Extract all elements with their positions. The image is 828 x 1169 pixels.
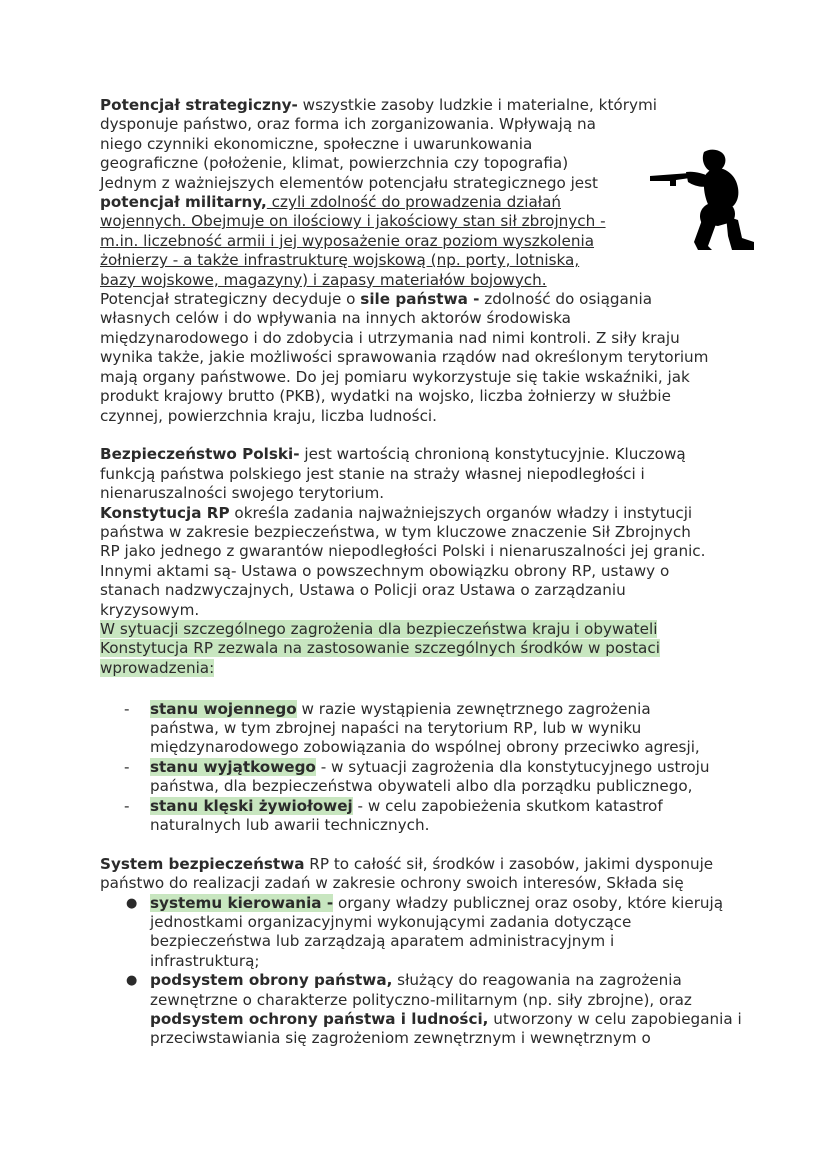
text-line: jednostkami organizacyjnymi wykonującymi zadania dotyczące bbox=[150, 913, 632, 932]
text-line: własnych celów i do wpływania na innych aktorów środowiska bbox=[100, 309, 571, 328]
paragraph-potencjal-strategiczny bbox=[100, 96, 735, 290]
text-line: zdolność do osiągania bbox=[479, 290, 653, 309]
underlined-text: żołnierzy - a także infrastrukturę wojskową (np. porty, lotniska, bbox=[100, 251, 580, 270]
text-line: państwo do realizacji zadań w zakresie ochrony swoich interesów, Składa się bbox=[100, 874, 684, 893]
highlighted-paragraph bbox=[100, 620, 735, 678]
highlighted-text: W sytuacji szczególnego zagrożenia dla bezpieczeństwa kraju i obywateli bbox=[100, 619, 658, 638]
text-line: w razie wystąpienia zewnętrznego zagrożenia bbox=[296, 699, 651, 718]
text-line: państwa, dla bezpieczeństwa obywateli albo dla porządku publicznego, bbox=[150, 777, 693, 796]
text-line: określa zadania najważniejszych organów władzy i instytucji bbox=[229, 503, 693, 522]
text-line: organy władzy publicznej oraz osoby, które kierują bbox=[333, 893, 724, 912]
term-stan-wojenny: stanu wojennego bbox=[150, 699, 297, 718]
text-line: państwa w zakresie bezpieczeństwa, w tym kluczowe znaczenie Sił Zbrojnych bbox=[100, 522, 691, 541]
text-line: geograficzne (położenie, klimat, powierzchnia czy topografia) bbox=[100, 154, 569, 173]
underlined-text: m.in. liczebność armii i jej wyposażenie oraz poziom wyszkolenia bbox=[100, 231, 595, 250]
term-potencjal-strategiczny: Potencjał strategiczny- bbox=[100, 96, 298, 114]
spacer bbox=[100, 678, 735, 697]
text-line: zewnętrzne o charakterze polityczno-militarnym (np. siły zbrojne), oraz bbox=[150, 990, 692, 1009]
text-line: infrastrukturą; bbox=[150, 951, 260, 970]
term-konstytucja-rp: Konstytucja RP bbox=[100, 503, 230, 522]
text-line: jest wartością chronioną konstytucyjnie. Kluczową bbox=[299, 445, 686, 464]
text-line: państwa, w tym zbrojnej napaści na terytorium RP, lub w wyniku bbox=[150, 718, 642, 737]
text-line: wynika także, jakie możliwości sprawowania rządów nad określonym terytorium bbox=[100, 348, 709, 367]
paragraph-bezpieczenstwo-polski bbox=[100, 445, 735, 503]
text-line: funkcją państwa polskiego jest stanie na straży własnej niepodległości i bbox=[100, 464, 645, 483]
list-item-stan-wyjatkowy bbox=[100, 758, 735, 797]
text-line: naturalnych lub awarii technicznych. bbox=[150, 816, 430, 834]
text-line: - w sytuacji zagrożenia dla konstytucyjnego ustroju bbox=[315, 757, 710, 776]
term-system-bezpieczenstwa: System bezpieczeństwa bbox=[100, 854, 305, 873]
list-item-system-kierowania bbox=[100, 894, 735, 972]
text-line: - w celu zapobieżenia skutkom katastrof bbox=[352, 796, 663, 815]
list-item-stan-kleski bbox=[100, 797, 735, 836]
text-line: służący do reagowania na zagrożenia bbox=[392, 971, 682, 990]
list-item-podsystem-obrony bbox=[100, 971, 742, 1049]
highlighted-text: wprowadzenia: bbox=[100, 658, 215, 677]
text-line: bezpieczeństwa lub zarządzają aparatem administracyjnym i bbox=[150, 932, 615, 951]
bullet-marker: ● bbox=[126, 895, 138, 911]
text-line: mają organy państwowe. Do jej pomiaru wykorzystuje się takie wskaźniki, jak bbox=[100, 367, 690, 386]
term-sila-panstwa: sile państwa - bbox=[360, 290, 480, 309]
paragraph-system-bezpieczenstwa bbox=[100, 855, 735, 894]
bullet-marker: ● bbox=[126, 973, 138, 989]
text-line: RP to całość sił, środków i zasobów, jakimi dysponuje bbox=[304, 854, 714, 873]
term-podsystem-ochrony: podsystem ochrony państwa i ludności, bbox=[150, 1010, 489, 1029]
underlined-text: bazy wojskowe, magazyny) i zapasy materiałów bojowych. bbox=[100, 270, 547, 289]
document-body bbox=[100, 96, 742, 1049]
text-line: stanach nadzwyczajnych, Ustawa o Policji oraz Ustawa o zarządzaniu bbox=[100, 581, 626, 600]
list-item-stan-wojenny bbox=[100, 700, 735, 758]
text-line: przeciwstawiania się zagrożeniom zewnętrznym i wewnętrznym o bbox=[150, 1029, 651, 1048]
dash-marker: - bbox=[124, 699, 130, 718]
text-line: niego czynniki ekonomiczne, społeczne i uwarunkowania bbox=[100, 134, 533, 153]
text-line: utworzony w celu zapobiegania i bbox=[488, 1010, 742, 1029]
text-line: czynnej, powierzchnia kraju, liczba ludności. bbox=[100, 406, 437, 425]
dash-marker: - bbox=[124, 757, 130, 776]
spacer bbox=[100, 835, 735, 854]
text-line: nienaruszalności swojego terytorium. bbox=[100, 484, 385, 503]
term-system-kierowania: systemu kierowania - bbox=[150, 893, 334, 912]
highlighted-text: Konstytucja RP zezwala na zastosowanie szczególnych środków w postaci bbox=[100, 639, 660, 658]
term-bezpieczenstwo-polski: Bezpieczeństwo Polski- bbox=[100, 445, 300, 464]
spacer bbox=[100, 426, 735, 445]
text-line: Innymi aktami są- Ustawa o powszechnym obowiązku obrony RP, ustawy o bbox=[100, 561, 670, 580]
term-stan-wyjatkowy: stanu wyjątkowego bbox=[150, 757, 316, 776]
underlined-text: wojennych. Obejmuje on ilościowy i jakościowy stan sił zbrojnych - bbox=[100, 212, 606, 231]
text-line: produkt krajowy brutto (PKB), wydatki na wojsko, liczba żołnierzy w służbie bbox=[100, 387, 671, 406]
term-stan-kleski-zywiolowej: stanu klęski żywiołowej bbox=[150, 796, 353, 815]
text-line: wszystkie zasoby ludzkie i materialne, którymi bbox=[297, 96, 657, 114]
paragraph-konstytucja bbox=[100, 504, 735, 620]
underlined-text: czyli zdolność do prowadzenia działań bbox=[266, 193, 562, 212]
text-line: RP jako jednego z gwarantów niepodległości Polski i nienaruszalności jej granic. bbox=[100, 542, 706, 561]
dash-list bbox=[100, 700, 735, 836]
bullet-list bbox=[100, 893, 742, 1049]
term-potencjal-militarny: potencjał militarny, bbox=[100, 193, 267, 212]
text-line: dysponuje państwo, oraz forma ich zorganizowania. Wpływają na bbox=[100, 115, 596, 134]
dash-marker: - bbox=[124, 796, 130, 815]
text-line: Potencjał strategiczny decyduje o bbox=[100, 290, 361, 309]
text-line: międzynarodowego i do zdobycia i utrzymania nad nimi kontroli. Z siły kraju bbox=[100, 328, 680, 347]
text-line: międzynarodowego zobowiązania do wspólnej obrony przeciwko agresji, bbox=[150, 738, 700, 757]
text-line: kryzysowym. bbox=[100, 600, 200, 619]
paragraph-sila-panstwa bbox=[100, 290, 735, 426]
text-line: Jednym z ważniejszych elementów potencjału strategicznego jest bbox=[100, 173, 599, 192]
term-podsystem-obrony: podsystem obrony państwa, bbox=[150, 971, 393, 990]
